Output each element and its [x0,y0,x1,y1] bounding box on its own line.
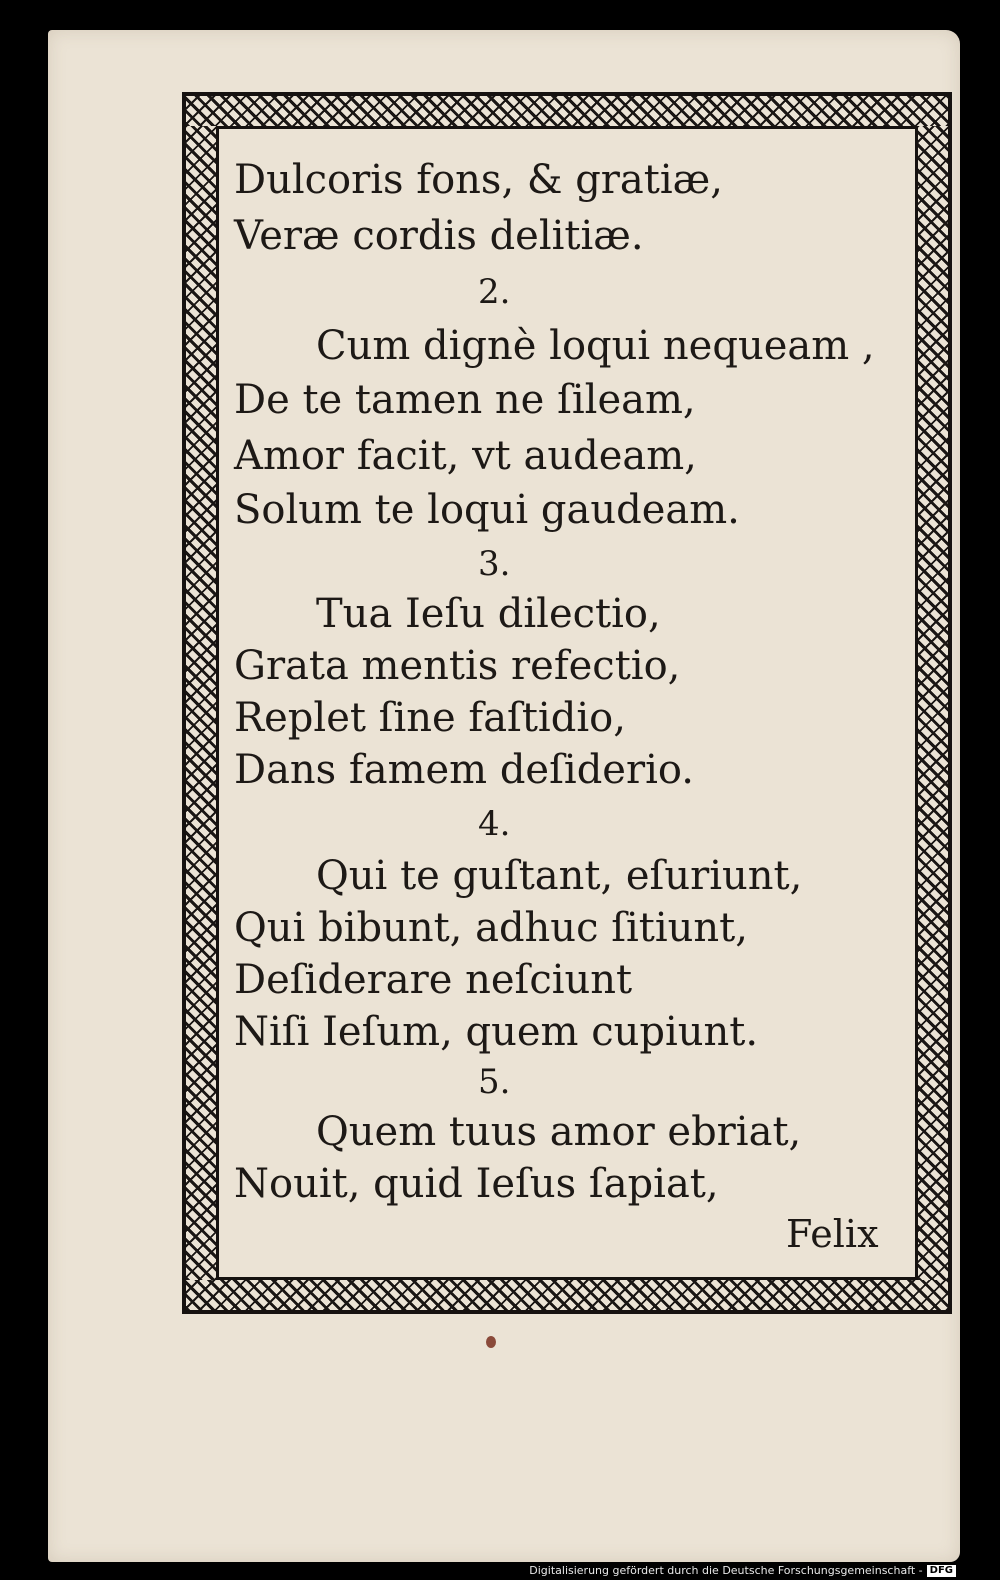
verse-line: Tua Ieſu dilectio, [316,591,661,637]
border-band-left [186,126,216,1280]
verse-line: Dulcoris fons, & gratiæ, [234,157,723,203]
ink-spot [486,1336,496,1348]
border-band-top [186,96,948,126]
verse-line: De te tamen ne ſileam, [234,377,696,423]
verse-line: Veræ cordis delitiæ. [234,213,644,259]
border-band-bottom [186,1280,948,1310]
verse-line: Qui bibunt, adhuc ſitiunt, [234,905,748,951]
verse-line: Dans famem deſiderio. [234,747,694,793]
verse-line: Amor facit, vt audeam, [234,433,697,479]
verse-line: Replet ſine faſtidio, [234,695,626,741]
verse-line: Quem tuus amor ebriat, [316,1109,802,1155]
digitization-credit [529,1564,956,1577]
stanza-number: 5. [478,1062,511,1102]
verse-line: Nouit, quid Ieſus ſapiat, [234,1161,719,1207]
stanza-number: 2. [478,272,511,312]
catchword: Felix [786,1212,879,1256]
verse-line: Niſi Ieſum, quem cupiunt. [234,1009,759,1055]
verse-line: Solum te loqui gaudeam. [234,487,740,533]
credit-text: Digitalisierung gefördert durch die Deutsche Forschungsgemeinschaft - [529,1564,923,1577]
stanza-number: 3. [478,544,511,584]
verse-line: Qui te guſtant, eſuriunt, [316,853,803,899]
border-band-right [918,126,948,1280]
stanza-number: 4. [478,804,511,844]
verse-line: Grata mentis refectio, [234,643,681,689]
verse-line: Cum dignè loqui nequeam , [316,323,875,369]
dfg-logo: DFG [927,1565,956,1577]
verse-line: Deſiderare neſciunt [234,957,633,1003]
